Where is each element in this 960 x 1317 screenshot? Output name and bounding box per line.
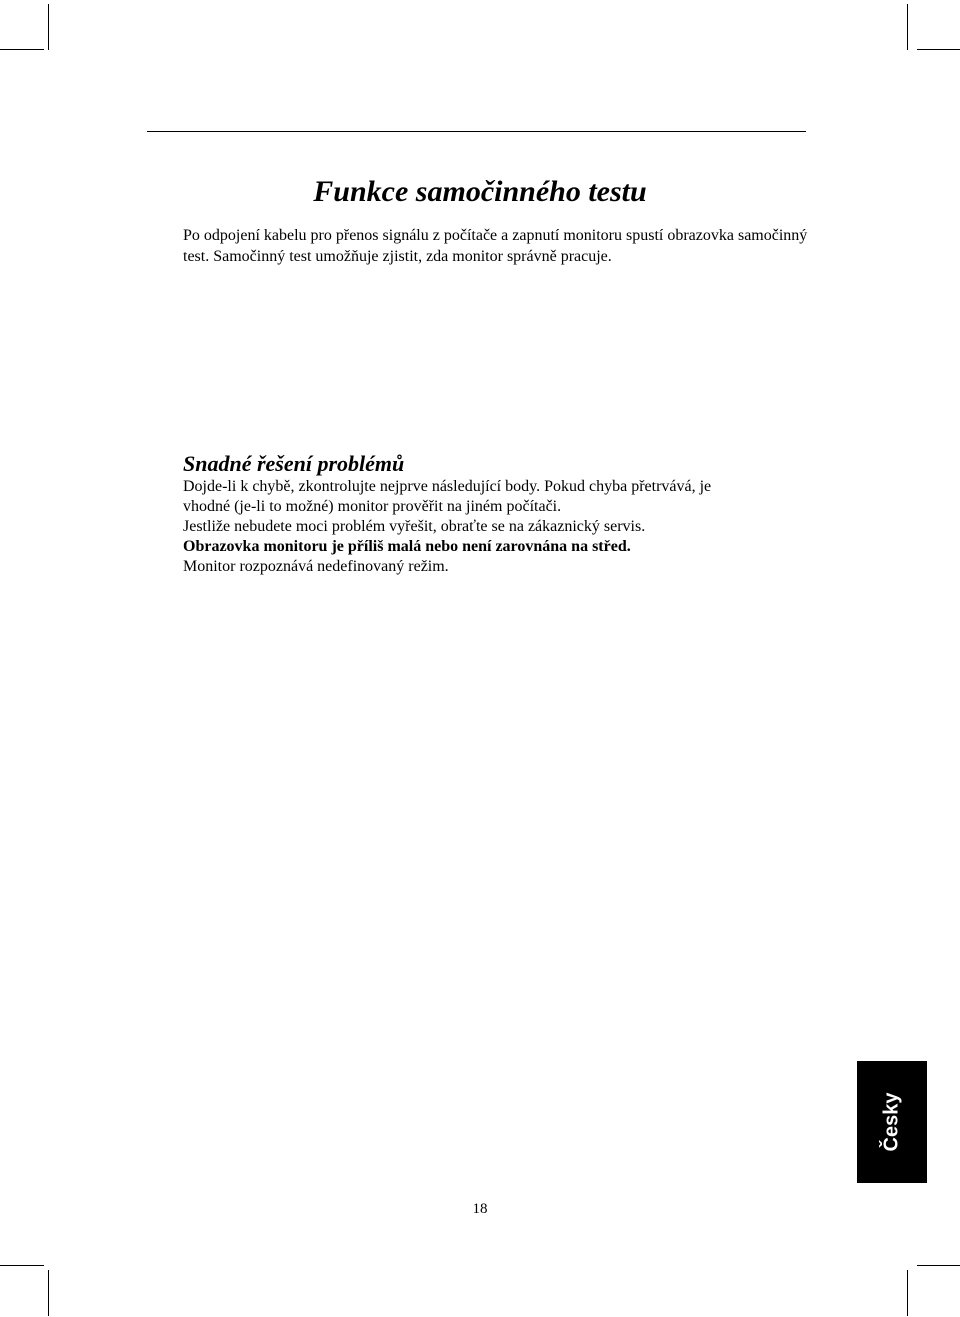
problem-heading: Obrazovka monitoru je příliš malá nebo není zarovnána na střed. — [183, 538, 631, 555]
language-tab — [857, 1061, 927, 1183]
crop-mark — [0, 49, 44, 50]
crop-mark — [907, 4, 908, 50]
crop-mark — [48, 4, 49, 50]
header-rule — [147, 131, 806, 132]
crop-mark — [48, 1270, 49, 1316]
page-number: 18 — [472, 1201, 488, 1217]
intro-paragraph: Po odpojení kabelu pro přenos signálu z počítače a zapnutí monitoru spustí obrazovka samočinný test. Samočinný test umožňuje zjistit, zda monitor správně pracuje. — [183, 227, 808, 265]
language-tab-label: Česky — [880, 1092, 903, 1152]
problem-description: Monitor rozpoznává nedefinovaný režim. — [183, 558, 449, 575]
crop-mark — [907, 1270, 908, 1316]
crop-mark — [917, 1265, 960, 1266]
troubleshooting-line-1: Dojde-li k chybě, zkontrolujte nejprve následující body. Pokud chyba přetrvává, je — [183, 478, 712, 495]
troubleshooting-line-3: Jestliže nebudete moci problém vyřešit, obraťte se na zákaznický servis. — [183, 518, 646, 535]
crop-mark — [0, 1265, 44, 1266]
section-heading-troubleshooting: Snadné řešení problémů — [183, 451, 405, 476]
crop-mark — [917, 49, 960, 50]
page-title: Funkce samočinného testu — [313, 175, 647, 208]
troubleshooting-line-2: vhodné (je-li to možné) monitor prověřit na jiném počítači. — [183, 498, 562, 515]
